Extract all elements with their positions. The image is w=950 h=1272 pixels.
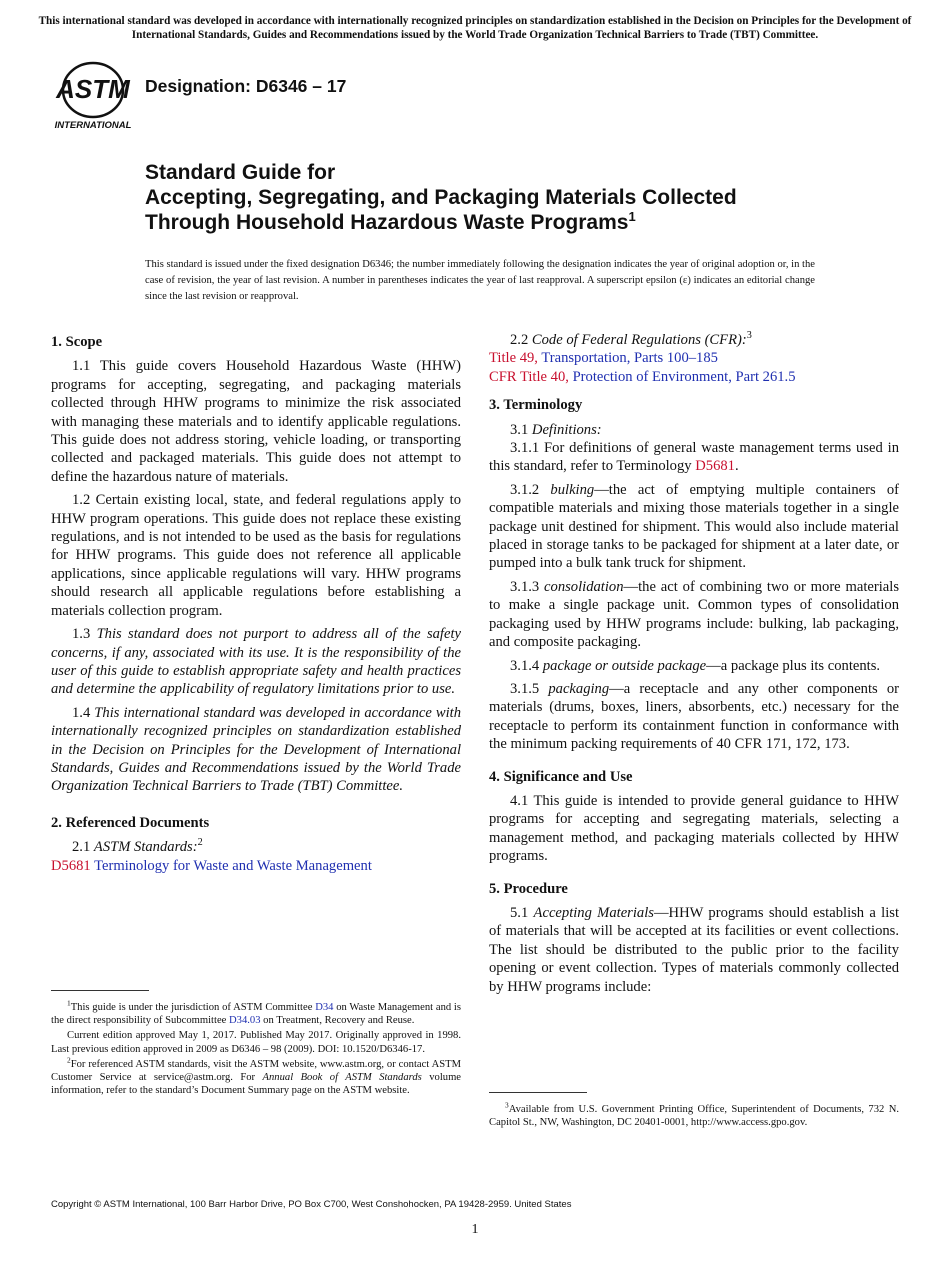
link-d34[interactable]: D34 — [315, 1002, 334, 1013]
para-1-4: 1.4 This international standard was developed in accordance with internationally recognized principles on standardization established in the Decision on Principles for the Development of International Standards, Guides and Recommendations issued by the World Trade Organization Technical Barriers to Trade (TBT) Committee. — [51, 704, 462, 795]
footnote-1-edition: Current edition approved May 1, 2017. Published May 2017. Originally approved in 1998. Last previous edition approved in 2009 as D6346 – 98 (2009). DOI: 10.1520/D6346-17. — [51, 1030, 461, 1055]
refdocs-heading: 2. Referenced Documents — [51, 814, 210, 831]
page-number: 1 — [471, 1222, 479, 1237]
scope-heading: 1. Scope — [51, 334, 103, 350]
para-2-2: 2.2 Code of Federal Regulations (CFR):$^3$ — [510, 330, 752, 348]
para-3-1-2: 3.1.2 bulking—the act of emptying multiple containers of compatible materials and mixing those materials together in a single package unit destined for shipment. This would also include material placed in storage tanks to be packaged for shipment at a later date, or pumped into a bulk tank truck for shipment. — [489, 481, 900, 572]
para-3-1-3: 3.1.3 consolidation—the act of combining two or more materials to make a single package unit. Common types of consolidation packaging used by HHW programs include: bulking, lab packaging, and composite packaging. — [489, 578, 899, 651]
footnote-1: $^1$This guide is under the jurisdiction of ASTM Committee D34 on Waste Management and is the direct responsibility of Subcommittee D34.03 on Treatment, Recovery and Reuse. — [51, 998, 461, 1027]
para-5-1: 5.1 Accepting Materials—HHW programs should establish a list of materials that will be accepted at its facilities or event collections. The list should be distributed to the public prior to the facility opening or event collection. Types of materials commonly collected by HHW programs include: — [489, 904, 899, 995]
ref-d5681-code: D5681 — [51, 857, 91, 874]
footnote-3: $^3$Available from U.S. Government Printing Office, Superintendent of Documents, 732 N. Capitol St., NW, Washington, DC 20401-0001, http://www.access.gpo.gov. — [489, 1100, 899, 1129]
ref-cfr49-code: Title 49, — [489, 350, 538, 367]
logo-letters: ASTM — [56, 74, 130, 104]
logo-org: INTERNATIONAL — [54, 120, 132, 131]
para-3-1-5: 3.1.5 packaging—a receptacle and any other components or materials (drums, boxes, liners, absorbents, etc.) necessary for the receptacle to perform its containment function in conformance with the minimum packing requirements of 40 CFR 171, 172, 173. — [489, 680, 900, 753]
footnote-2: $^2$For referenced ASTM standards, visit the ASTM website, www.astm.org, or contact ASTM Customer Service at service@astm.org. For Annual Book of ASTM Standards volume information, refer to the standard’s Document Summary page on the ASTM website. — [51, 1055, 462, 1097]
para-3-1-4: 3.1.4 package or outside package—a package plus its contents. — [510, 657, 881, 674]
para-4-1: 4.1 This guide is intended to provide general guidance to HHW programs for accepting and segregating materials, selecting a management method, and packaging materials collected by HHW programs. — [489, 792, 899, 865]
para-3-1: 3.1 Definitions: — [510, 421, 602, 438]
para-2-1: 2.1 ASTM Standards:$^2$ — [72, 837, 203, 856]
ref-d5681-title: Terminology for Waste and Waste Management — [94, 857, 372, 874]
footnote-rule-right — [489, 1092, 587, 1093]
designation: Designation: D6346 – 17 — [145, 76, 347, 96]
link-d5681[interactable]: D5681 — [695, 458, 735, 475]
copyright-footer: Copyright © ASTM International, 100 Barr Harbor Drive, PO Box C700, West Conshohocken, PA 19428-2959. United States — [51, 1199, 572, 1210]
title-line-1: Standard Guide for — [145, 161, 336, 184]
wto-notice: This international standard was developed in accordance with internationally recognized principles on standardization established in the Decision on Principles for the Development of International Standards, Guides and Recommendations issued by the World Trade Organization Technical Barriers to Trade (TBT) Committee. — [38, 15, 912, 41]
para-1-3: 1.3 This standard does not purport to address all of the safety concerns, if any, associated with its use. It is the responsibility of the user of this guide to establish appropriate safety and health practices and determine the applicability of regulatory limitations prior to use. — [51, 626, 461, 698]
left-column — [51, 333, 461, 875]
ref-cfr40-code: CFR Title 40, — [489, 368, 569, 385]
para-1-1: 1.1 This guide covers Household Hazardous Waste (HHW) programs for accepting, segregating, and packaging materials collected through HHW programs to minimize the risk associated with managing these materials and to identify applicable regulations. This guide does not address storing, vehicle loading, or transporting collected and packaged materials. This guide does not attempt to define the hazardous nature of materials. — [51, 358, 461, 485]
document-title — [145, 160, 845, 235]
ref-cfr40[interactable] — [489, 368, 899, 386]
right-column — [489, 331, 899, 1001]
terminology-heading: 3. Terminology — [489, 397, 583, 414]
para-1-2: 1.2 Certain existing local, state, and federal regulations apply to HHW program operations. This guide does not replace these existing regulations, and is not intended to be used as the basis for regulations for HHW programs. This guide does not reference all applicable applications, since applicable regulations will vary. HHW programs should research all applicable regulations before establishing a materials collection program. — [51, 492, 461, 619]
footnote-rule — [51, 990, 149, 991]
astm-logo — [52, 60, 134, 132]
link-d34-03[interactable]: D34.03 — [229, 1015, 261, 1027]
significance-heading: 4. Significance and Use — [489, 768, 633, 785]
ref-d5681[interactable] — [51, 857, 461, 875]
footnotes-left — [51, 990, 461, 1099]
para-3-1-1: 3.1.1 For definitions of general waste management terms used in this standard, refer to Terminology D5681. — [489, 440, 899, 475]
issuance-note: This standard is issued under the fixed designation D6346; the number immediately following the designation indicates the year of original adoption or, in the case of revision, the year of last revision. A number in parentheses indicates the year of last reapproval. A superscript epsilon (ε) indicates an editorial change since the last revision or reapproval. — [145, 259, 815, 302]
title-footnote-mark: 1 — [628, 209, 636, 224]
ref-cfr49[interactable] — [489, 349, 899, 367]
footnotes-right — [489, 1092, 899, 1131]
ref-cfr49-title: Transportation, Parts 100–185 — [541, 350, 718, 367]
ref-cfr40-title: Protection of Environment, Part 261.5 — [572, 368, 796, 385]
procedure-heading: 5. Procedure — [489, 880, 568, 897]
title-line-2: Accepting, Segregating, and Packaging Materials Collected — [145, 186, 737, 209]
title-line-3: Through Household Hazardous Waste Programs — [145, 211, 629, 234]
